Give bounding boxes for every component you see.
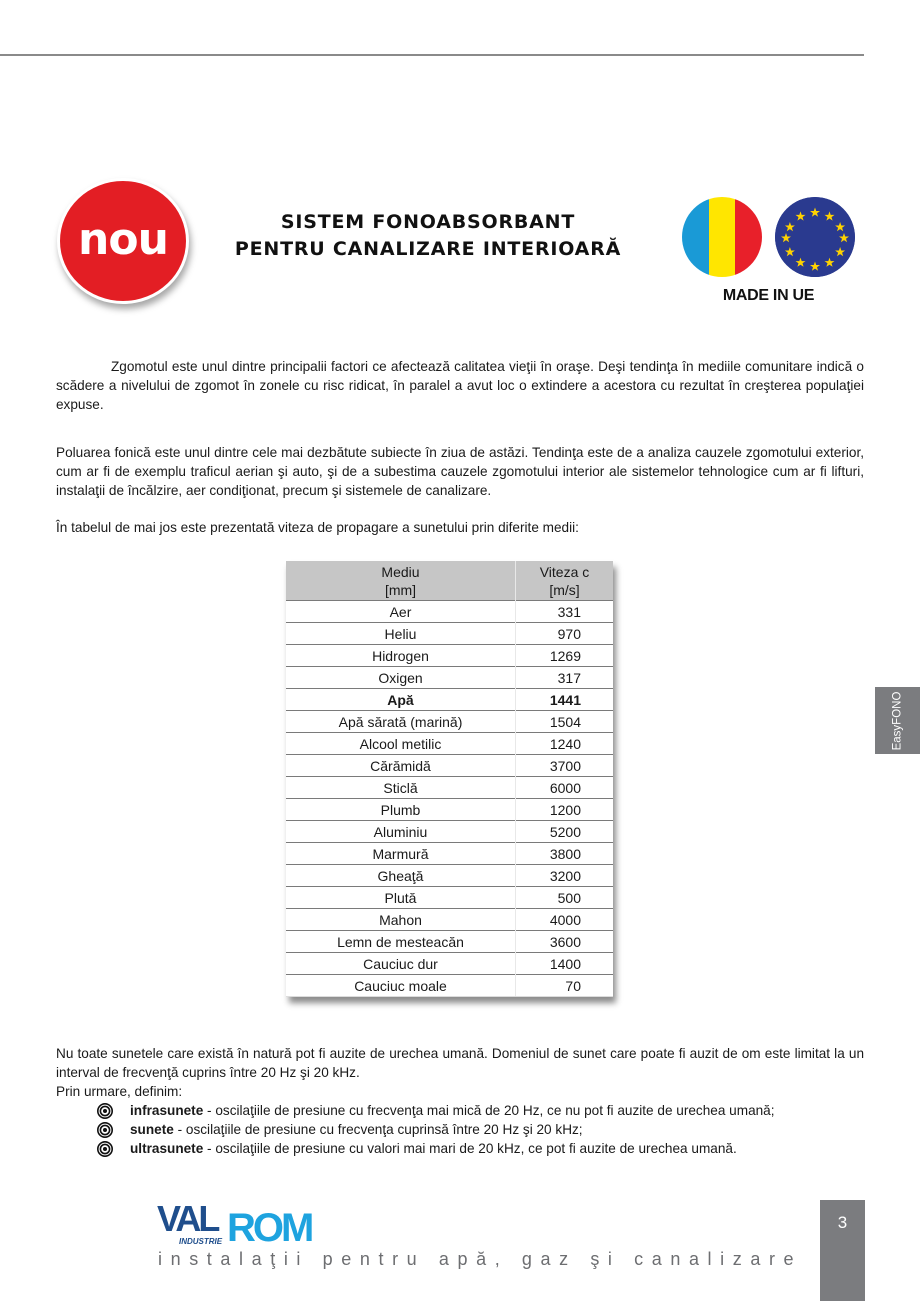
table-intro-paragraph: În tabelul de mai jos este prezentată viteza de propagare a sunetului prin diferite medii: <box>56 520 579 535</box>
table-row: Mahon 4000 <box>286 909 613 931</box>
top-divider <box>0 54 864 56</box>
spiral-bullet-icon <box>97 1122 113 1138</box>
spiral-bullet-icon <box>97 1141 113 1157</box>
table-row: Plumb 1200 <box>286 799 613 821</box>
spiral-bullet-icon <box>97 1103 113 1119</box>
column-header-speed: Viteza c [m/s] <box>516 561 614 601</box>
table-row: Aer 331 <box>286 601 613 623</box>
table-row: Marmură 3800 <box>286 843 613 865</box>
column-header-medium: Mediu [mm] <box>286 561 516 601</box>
table-row: Cauciuc dur 1400 <box>286 953 613 975</box>
page-number-tab <box>820 1200 865 1301</box>
made-in-ue-label: MADE IN UE <box>722 287 815 304</box>
eu-flag-icon <box>775 197 855 277</box>
table-row: Cauciuc moale 70 <box>286 975 613 997</box>
svg-text:INDUSTRIE: INDUSTRIE <box>179 1237 223 1246</box>
definition-item-infrasound: infrasunete - oscilaţiile de presiune cu frecvenţa mai mică de 20 Hz, ce nu pot fi auzite de urechea umană; <box>56 1101 864 1120</box>
definition-item-sound: sunete - oscilaţiile de presiune cu frecvenţa cuprinsă între 20 Hz şi 20 kHz; <box>56 1120 864 1139</box>
definitions-lead: Prin urmare, definim: <box>56 1084 183 1099</box>
new-badge <box>57 178 189 304</box>
intro-paragraph-2: Poluarea fonică este unul dintre cele mai dezbătute subiecte în ziua de astăzi. Tendinţa este de a analiza cauzele zgomotului exterior, cum ar fi de exemplu traficul aerian şi auto, şi de a subestima cauzele zgomotului interior ale sistemelor tehnologice cum ar fi lifturi, instalaţii de încălzire, aer condiţionat, precum şi sistemele de canalizare. <box>56 445 864 498</box>
section-tab-easyfono <box>875 687 920 754</box>
page-number: 3 <box>837 1213 848 1232</box>
table-row: Cărămidă 3700 <box>286 755 613 777</box>
page-title-line2: PENTRU CANALIZARE INTERIOARĂ <box>234 238 622 260</box>
definition-item-ultrasound: ultrasunete - oscilaţiile de presiune cu valori mai mari de 20 kHz, ce pot fi auzite de urechea umană. <box>56 1139 864 1158</box>
company-tagline: instalaţii pentru apă, gaz şi canalizare <box>158 1249 803 1269</box>
valrom-logo <box>157 1201 327 1247</box>
definitions-intro: Nu toate sunetele care există în natură pot fi auzite de urechea umană. Domeniul de sunet care poate fi auzit de om este limitat la un interval de frecvenţă cuprins între 20 Hz şi 20 kHz. <box>56 1046 864 1080</box>
table-row: Gheaţă 3200 <box>286 865 613 887</box>
table-row: Heliu 970 <box>286 623 613 645</box>
table-row: Lemn de mesteacăn 3600 <box>286 931 613 953</box>
table-row: Hidrogen 1269 <box>286 645 613 667</box>
table-row: Oxigen 317 <box>286 667 613 689</box>
section-tab-label: EasyFONO <box>891 691 904 750</box>
svg-text:VAL: VAL <box>157 1201 218 1239</box>
table-row-highlighted: Apă 1441 <box>286 689 613 711</box>
page-title-line1: SISTEM FONOABSORBANT <box>280 211 576 233</box>
table-row: Alcool metilic 1240 <box>286 733 613 755</box>
table-row: Sticlă 6000 <box>286 777 613 799</box>
svg-text:ROM: ROM <box>227 1206 312 1247</box>
table-row: Aluminiu 5200 <box>286 821 613 843</box>
intro-paragraph-1: Zgomotul este unul dintre principalii factori ce afectează calitatea vieţii în oraşe. Deşi tendinţa în mediile comunitare indică o scădere a nivelului de zgomot în zonele cu risc ridicat, în paralel a avut loc o extindere a acestora cu rezultat în creşterea populaţiei expuse. <box>56 359 864 412</box>
new-badge-label: nou <box>78 213 168 265</box>
romania-flag-icon <box>682 197 762 277</box>
sound-speed-table <box>286 561 613 997</box>
table-row: Plută 500 <box>286 887 613 909</box>
definitions-list <box>56 1101 864 1158</box>
table-header-row <box>286 561 613 601</box>
definitions-section <box>56 1044 864 1158</box>
page-title <box>190 209 666 263</box>
table-row: Apă sărată (marină) 1504 <box>286 711 613 733</box>
